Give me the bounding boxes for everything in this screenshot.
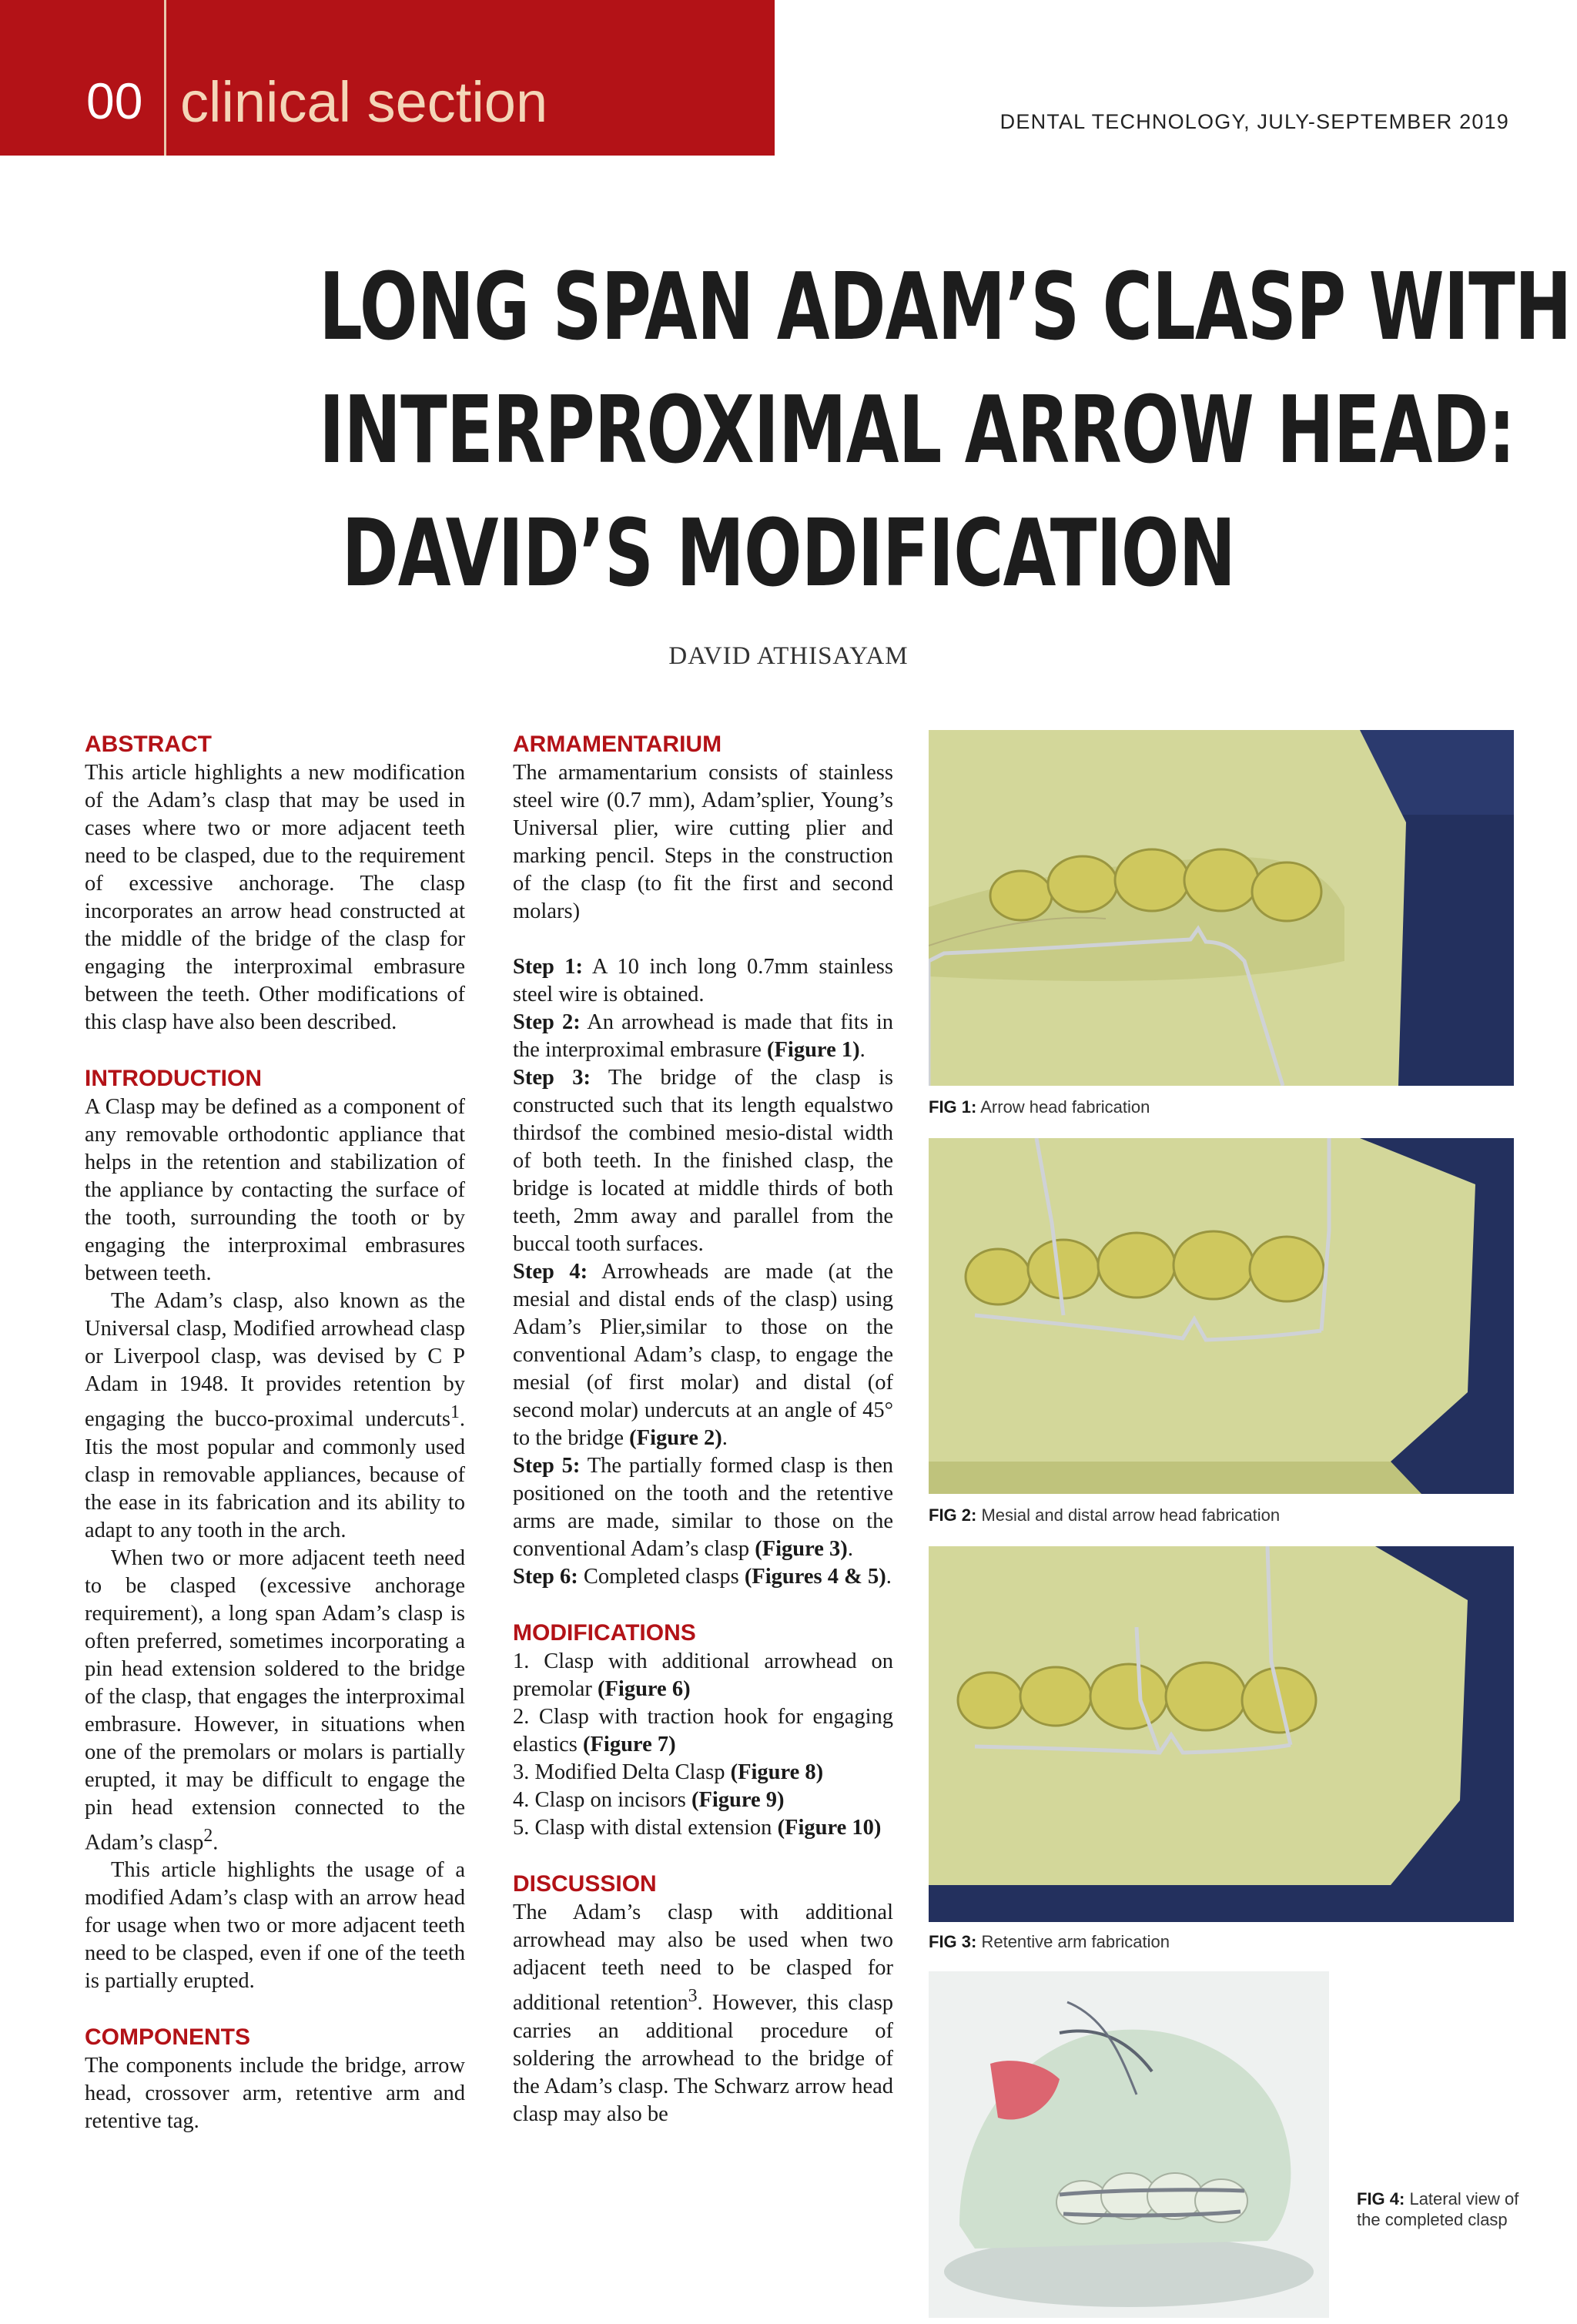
page-number: 00: [86, 72, 143, 129]
introduction-heading: INTRODUCTION: [85, 1066, 262, 1091]
figure-3-caption: FIG 3: Retentive arm fabrication: [929, 1932, 1170, 1951]
header-divider: [164, 0, 166, 156]
title-line: INTERPROXIMAL ARROW HEAD:: [319, 377, 1515, 484]
figure-2-photo: [929, 1138, 1514, 1494]
figure-4-caption: FIG 4: Lateral view of the completed clasp: [1357, 2189, 1519, 2229]
modification-item: 4. Clasp on incisors (Figure 9): [513, 1788, 785, 1812]
figure-1-caption: FIG 1: Arrow head fabrication: [929, 1097, 1150, 1117]
citation: 3: [688, 1986, 698, 2006]
components-heading: COMPONENTS: [85, 2024, 251, 2050]
modification-item: 1. Clasp with additional arrowhead on premolar (Figure 6): [513, 1649, 893, 1701]
modification-item: 3. Modified Delta Clasp (Figure 8): [513, 1760, 824, 1784]
figure-4-photo: [929, 1971, 1329, 2318]
article-title: [319, 246, 1572, 616]
intro-paragraph: The Adam’s clasp, also known as the Universal clasp, Modified arrowhead clasp or Liverpool clasp, was devised by C P Adam in 1948. It provides retention by engaging the bucco-proximal undercuts$^1$. Itis the most popular and commonly used clasp in removable appliances, because of the ease in its fabrication and its ability to adapt to any tooth in the arch.: [85, 1289, 465, 1542]
author-name: DAVID ATHISAYAM: [668, 642, 909, 670]
components-text: The components include the bridge, arrow head, crossover arm, retentive arm and retentive tag.: [85, 2054, 465, 2133]
step-6: Step 6: Completed clasps (Figures 4 & 5).: [513, 1565, 892, 1589]
column-left: [85, 730, 465, 2135]
step-2: Step 2: An arrowhead is made that fits in the interproximal embrasure (Figure 1).: [513, 1010, 893, 1062]
discussion-heading: DISCUSSION: [513, 1871, 657, 1897]
modifications-heading: MODIFICATIONS: [513, 1620, 696, 1646]
abstract-text: This article highlights a new modification of the Adam’s clasp that may be used in cases where two or more adjacent teeth need to be clasped, due to the requirement of excessive anchorage. The clasp incorporates an arrow head constructed at the middle of the bridge of the clasp for engaging the interproximal embrasure between the teeth. Other modifications of this clasp have also been described.: [85, 761, 465, 1034]
armamentarium-heading: ARMAMENTARIUM: [513, 732, 722, 757]
abstract-heading: ABSTRACT: [85, 732, 212, 757]
armamentarium-intro: The armamentarium consists of stainless steel wire (0.7 mm), Adam’splier, Young’s Universal plier, wire cutting plier and marking pencil. Steps in the construction of the clasp (to fit the first and second molars): [513, 761, 893, 923]
figure-3-photo: [929, 1546, 1514, 1922]
intro-paragraph: A Clasp may be defined as a component of any removable orthodontic appliance that helps in the retention and stabilization of the appliance by contacting the surface of the tooth, surrounding the tooth or by engaging the interproximal embrasures between teeth.: [85, 1095, 465, 1285]
figure-1-photo: [929, 730, 1514, 1086]
journal-issue: DENTAL TECHNOLOGY, JULY-SEPTEMBER 2019: [999, 110, 1509, 133]
intro-paragraph: When two or more adjacent teeth need to be clasped (excessive anchorage requirement), a long span Adam’s clasp is often preferred, sometimes incorporating a pin head extension soldered to the bridge of the clasp, that engages the interproximal embrasure. However, in situations when one of the premolars or molars is partially erupted, it may be difficult to engage the pin head extension connected to the Adam’s clasp$^2$.: [85, 1545, 465, 1854]
title-line: LONG SPAN ADAM’S CLASP WITH: [319, 254, 1572, 361]
citation: 1: [450, 1402, 460, 1422]
step-5: Step 5: The partially formed clasp is then positioned on the tooth and the retentive arms are made, similar to those on the conventional Adam’s clasp (Figure 3).: [513, 1454, 893, 1561]
step-4: Step 4: Arrowheads are made (at the mesial and distal ends of the clasp) using Adam’s Plier,similar to those on the conventional Adam’s clasp, to engage the mesial (of first molar) and distal (of second molar) undercuts at an angle of 45° to the bridge (Figure 2).: [513, 1260, 893, 1450]
title-line: DAVID’S MODIFICATION: [341, 501, 1236, 608]
citation: 2: [203, 1825, 213, 1846]
figure-2-caption: FIG 2: Mesial and distal arrow head fabrication: [929, 1505, 1281, 1525]
intro-paragraph: This article highlights the usage of a modified Adam’s clasp with an arrow head for usage when two or more adjacent teeth need to be clasped, even if one of the teeth is partially erupted.: [85, 1858, 465, 1993]
discussion-text: The Adam’s clasp with additional arrowhead may also be used when two adjacent teeth need to be clasped for additional retention$^3$. However, this clasp carries an additional procedure of soldering the arrowhead to the bridge of the Adam’s clasp. The Schwarz arrow head clasp may also be: [513, 1900, 893, 2126]
modification-item: 2. Clasp with traction hook for engaging elastics (Figure 7): [513, 1705, 893, 1756]
step-3: Step 3: The bridge of the clasp is constructed such that its length equalstwo thirdsof the combined mesio-distal width of both teeth. In the finished clasp, the bridge is located at middle thirds of both teeth, 2mm away and parallel from the buccal tooth surfaces.: [513, 1066, 893, 1256]
modification-item: 5. Clasp with distal extension (Figure 10): [513, 1816, 882, 1840]
column-middle: [513, 730, 893, 2128]
section-label: clinical section: [180, 70, 548, 134]
step-1: Step 1: A 10 inch long 0.7mm stainless steel wire is obtained.: [513, 955, 893, 1006]
